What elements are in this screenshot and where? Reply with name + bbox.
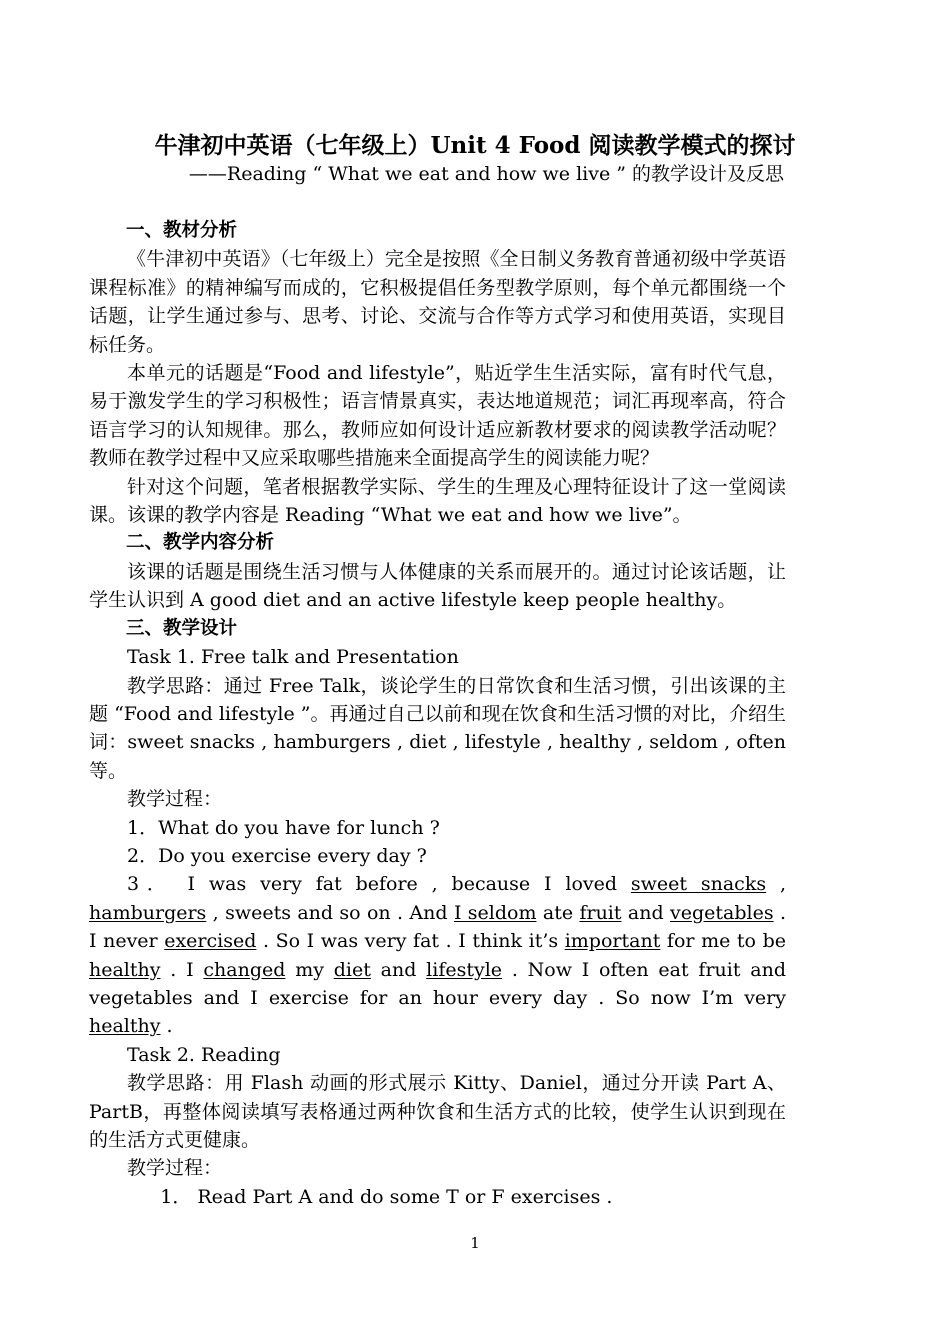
section-heading-2: 二、教学内容分析 — [126, 532, 275, 554]
text-run: . — [160, 1015, 173, 1038]
underlined-word: exercised — [164, 930, 257, 953]
text-run: . I — [160, 958, 204, 981]
question-item-3 — [89, 870, 786, 1040]
text-run: 3． I was very fat before , because I loved — [127, 873, 631, 896]
document-body — [89, 217, 786, 1211]
text-run: , — [766, 873, 786, 896]
process-label: 教学过程： — [127, 1157, 223, 1180]
underlined-word: changed — [203, 958, 286, 981]
underlined-word: fruit — [579, 901, 622, 924]
task-title: Task 2. Reading — [127, 1043, 281, 1066]
task-title: Task 1. Free talk and Presentation — [127, 646, 459, 669]
paragraph: 本单元的话题是“Food and lifestyle”，贴近学生生活实际，富有时代气息，易于激发学生的学习积极性；语言情景真实，表达地道规范；词汇再现率高，符合语言学习的认知规律。那么，教师应如何设计适应新教材要求的阅读教学活动呢？教师在教学过程中又应采取哪些措施来全面提高学生的阅读能力呢？ — [89, 362, 786, 470]
paragraph: 教学思路：通过 Free Talk，谈论学生的日常饮食和生活习惯，引出该课的主题 “Food and lifestyle ”。再通过自己以前和现在饮食和生活习惯的对比，介绍生词：sweet snacks , hamburgers , diet , lifestyle , healthy , seldom , often 等。 — [89, 674, 786, 782]
paragraph: 教学思路：用 Flash 动画的形式展示 Kitty、Daniel，通过分开读 Part A、PartB，再整体阅读填写表格通过两种饮食和生活方式的比较，使学生认识到现在的生活方式更健康。 — [89, 1072, 786, 1151]
paragraph: 《牛津初中英语》（七年级上）完全是按照《全日制义务教育普通初级中学英语课程标准》的精神编写而成的，它积极提倡任务型教学原则，每个单元都围绕一个话题，让学生通过参与、思考、讨论、交流与合作等方式学习和使用英语，实现目标任务。 — [89, 248, 786, 356]
underlined-word: diet — [333, 958, 371, 981]
underlined-word: lifestyle — [426, 958, 503, 981]
underlined-word: healthy — [89, 1015, 161, 1038]
text-run: and — [370, 958, 427, 981]
underlined-word: sweet snacks — [630, 873, 767, 896]
underlined-word: hamburgers — [89, 901, 207, 924]
question-item: 2．Do you exercise every day ? — [127, 844, 427, 867]
page-number: 1 — [470, 1234, 480, 1252]
text-run: for me to be — [660, 930, 786, 953]
underlined-word: vegetables — [670, 901, 774, 924]
step-item: 1． Read Part A and do some T or F exercises . — [160, 1185, 613, 1208]
text-run: . So I was very fat . I think it’s — [256, 930, 565, 953]
section-heading-1: 一、教材分析 — [126, 220, 238, 241]
text-run: my — [285, 958, 334, 981]
question-item: 1．What do you have for lunch ? — [127, 816, 440, 839]
text-run: ate — [536, 901, 580, 924]
paragraph: 针对这个问题，笔者根据教学实际、学生的生理及心理特征设计了这一堂阅读课。该课的教学内容是 Reading “What we eat and how we live”。 — [89, 475, 786, 527]
section-heading-3: 三、教学设计 — [126, 617, 238, 639]
document-subtitle: ——Reading “ What we eat and how we live ” 的教学设计及反思 — [188, 163, 784, 185]
document-title: 牛津初中英语（七年级上）Unit 4 Food 阅读教学模式的探讨 — [154, 132, 796, 159]
text-run: . I never — [89, 901, 787, 953]
text-run: and — [621, 901, 670, 924]
process-label: 教学过程： — [127, 788, 223, 811]
underlined-word: I seldom — [453, 901, 537, 924]
paragraph: 该课的话题是围绕生活习惯与人体健康的关系而展开的。通过讨论该话题，让学生认识到 A good diet and an active lifestyle keep people healthy。 — [89, 560, 786, 612]
underlined-word: healthy — [89, 958, 161, 981]
text-run: . Now I often eat fruit and vegetables and I exercise for an hour every day . So now I’m very — [89, 958, 786, 1009]
text-run: , sweets and so on . And — [206, 901, 454, 924]
underlined-word: important — [564, 930, 661, 953]
